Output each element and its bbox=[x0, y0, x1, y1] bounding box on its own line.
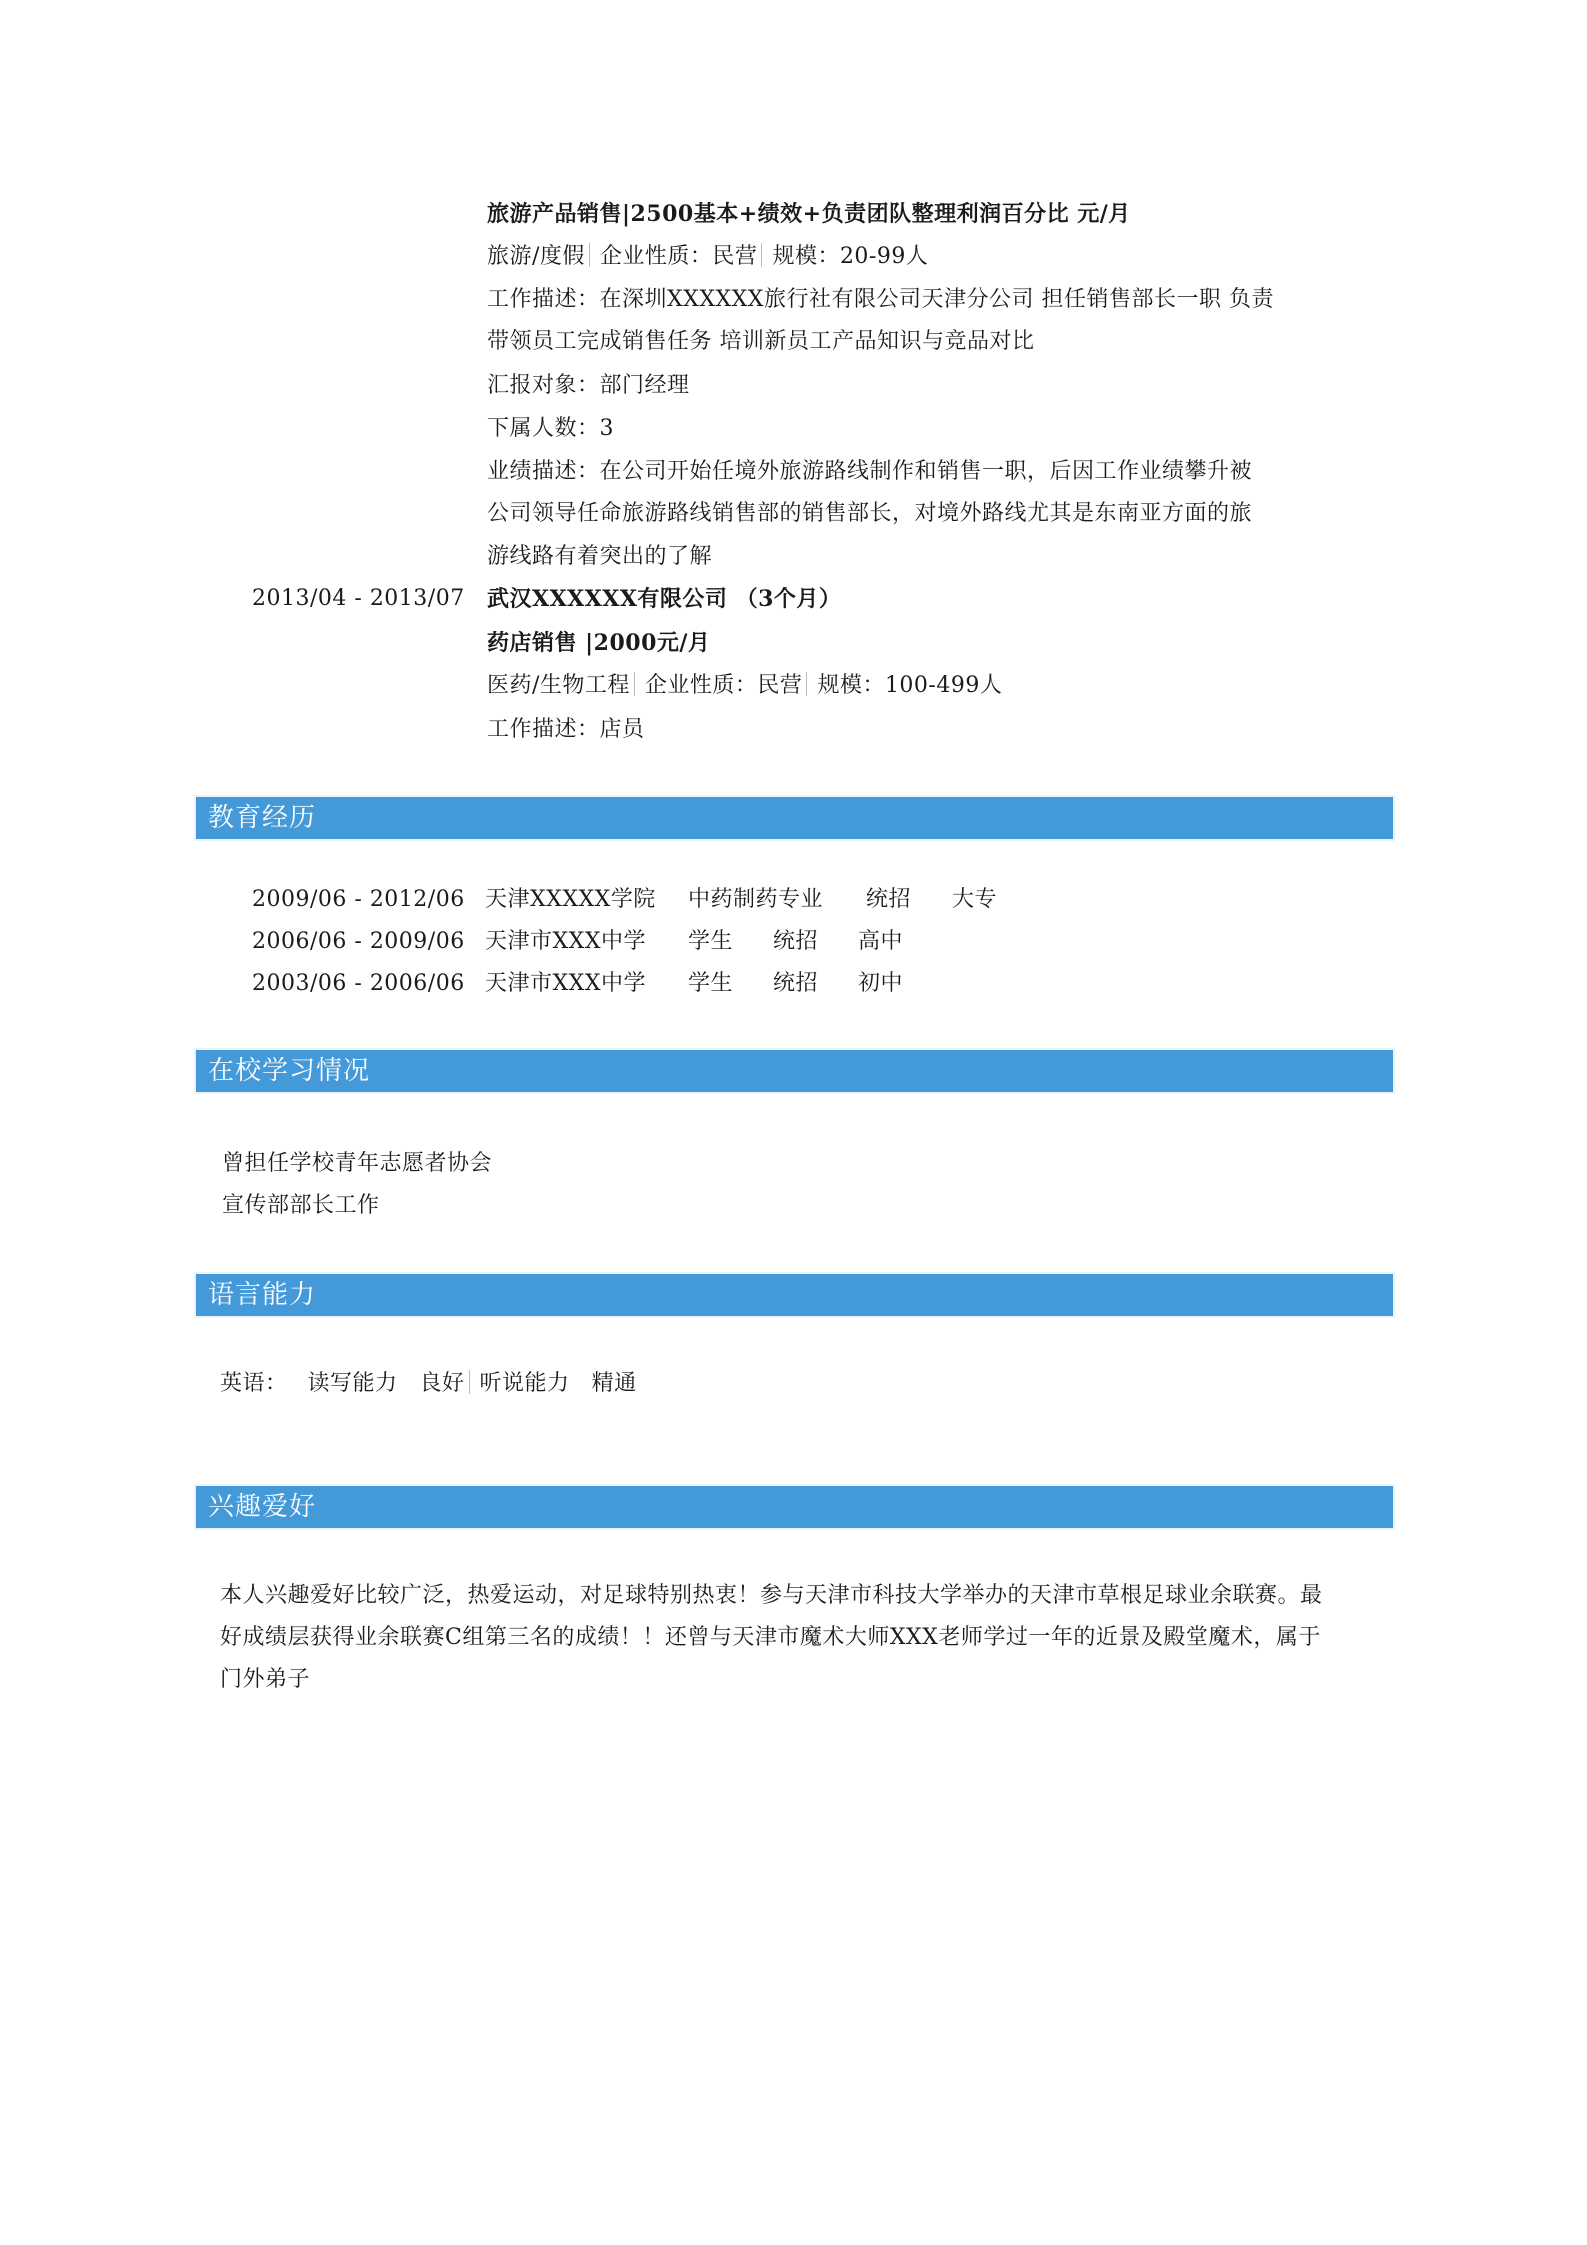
section-header-education bbox=[196, 797, 1393, 839]
education-period: 2003/06 - 2006/06 bbox=[252, 971, 465, 996]
job-company: 武汉XXXXXX有限公司 （3个月） bbox=[487, 586, 842, 612]
job-description-line-2: 带领员工完成销售任务 培训新员工产品知识与竞品对比 bbox=[487, 329, 1035, 354]
education-type: 统招 bbox=[773, 971, 819, 996]
job-industry: 旅游/度假 bbox=[487, 244, 585, 269]
language-reading-level: 良好 bbox=[419, 1371, 465, 1396]
language-speaking-label: 听说能力 bbox=[479, 1371, 570, 1396]
education-school: 天津市XXX中学 bbox=[485, 929, 646, 954]
job-report-to: 汇报对象：部门经理 bbox=[487, 373, 690, 398]
job-company-nature: 企业性质：民营 bbox=[644, 673, 803, 698]
section-header-hobbies bbox=[196, 1486, 1393, 1528]
education-school: 天津XXXXX学院 bbox=[485, 887, 656, 912]
job-achievement-line-3: 游线路有着突出的了解 bbox=[487, 544, 713, 569]
separator bbox=[761, 243, 762, 267]
job-description: 工作描述：店员 bbox=[487, 717, 645, 742]
job-company-info bbox=[487, 672, 1002, 700]
section-header-language bbox=[196, 1274, 1393, 1316]
education-major: 学生 bbox=[688, 971, 734, 996]
section-title: 兴趣爱好 bbox=[208, 1492, 317, 1522]
job-subordinates: 下属人数：3 bbox=[487, 416, 614, 441]
job-company-scale: 规模：20-99人 bbox=[772, 244, 929, 269]
education-school: 天津市XXX中学 bbox=[485, 971, 646, 996]
education-degree: 大专 bbox=[952, 887, 998, 912]
education-degree: 高中 bbox=[858, 929, 904, 954]
education-period: 2006/06 - 2009/06 bbox=[252, 929, 465, 954]
section-title: 语言能力 bbox=[208, 1280, 317, 1310]
section-title: 教育经历 bbox=[208, 803, 317, 833]
job-company-info bbox=[487, 243, 928, 271]
separator bbox=[469, 1370, 470, 1394]
separator bbox=[634, 672, 635, 696]
education-type: 统招 bbox=[866, 887, 912, 912]
job-industry: 医药/生物工程 bbox=[487, 673, 630, 698]
job-position-salary: 药店销售 |2000元/月 bbox=[487, 630, 711, 656]
job-position-salary: 旅游产品销售|2500基本+绩效+负责团队整理利润百分比 元/月 bbox=[487, 201, 1131, 227]
language-reading-label: 读写能力 bbox=[307, 1371, 398, 1396]
separator bbox=[589, 243, 590, 267]
job-achievement-line-2: 公司领导任命旅游路线销售部的销售部长，对境外路线尤其是东南亚方面的旅 bbox=[487, 501, 1253, 526]
section-title: 在校学习情况 bbox=[208, 1056, 371, 1086]
hobbies-line-2: 好成绩层获得业余联赛C组第三名的成绩！！还曾与天津市魔术大师XXX老师学过一年的近景及殿堂魔术，属于 bbox=[220, 1625, 1321, 1650]
job-period: 2013/04 - 2013/07 bbox=[252, 586, 465, 611]
education-type: 统招 bbox=[773, 929, 819, 954]
language-name: 英语： bbox=[220, 1371, 288, 1396]
language-row bbox=[220, 1370, 637, 1398]
education-major: 学生 bbox=[688, 929, 734, 954]
job-achievement-line-1: 业绩描述：在公司开始任境外旅游路线制作和销售一职，后因工作业绩攀升被 bbox=[487, 459, 1253, 484]
hobbies-line-3: 门外弟子 bbox=[220, 1667, 311, 1692]
education-major: 中药制药专业 bbox=[688, 887, 824, 912]
section-header-school-activities bbox=[196, 1050, 1393, 1092]
school-activity-line-1: 曾担任学校青年志愿者协会 bbox=[222, 1151, 493, 1176]
job-company-nature: 企业性质：民营 bbox=[599, 244, 758, 269]
job-description-line-1: 工作描述：在深圳XXXXXX旅行社有限公司天津分公司 担任销售部长一职 负责 bbox=[487, 287, 1274, 312]
hobbies-line-1: 本人兴趣爱好比较广泛，热爱运动，对足球特别热衷！参与天津市科技大学举办的天津市草根足球业余联赛。最 bbox=[220, 1583, 1323, 1608]
language-speaking-level: 精通 bbox=[591, 1371, 637, 1396]
education-period: 2009/06 - 2012/06 bbox=[252, 887, 465, 912]
education-degree: 初中 bbox=[858, 971, 904, 996]
job-company-scale: 规模：100-499人 bbox=[817, 673, 1003, 698]
school-activity-line-2: 宣传部部长工作 bbox=[222, 1193, 380, 1218]
separator bbox=[806, 672, 807, 696]
